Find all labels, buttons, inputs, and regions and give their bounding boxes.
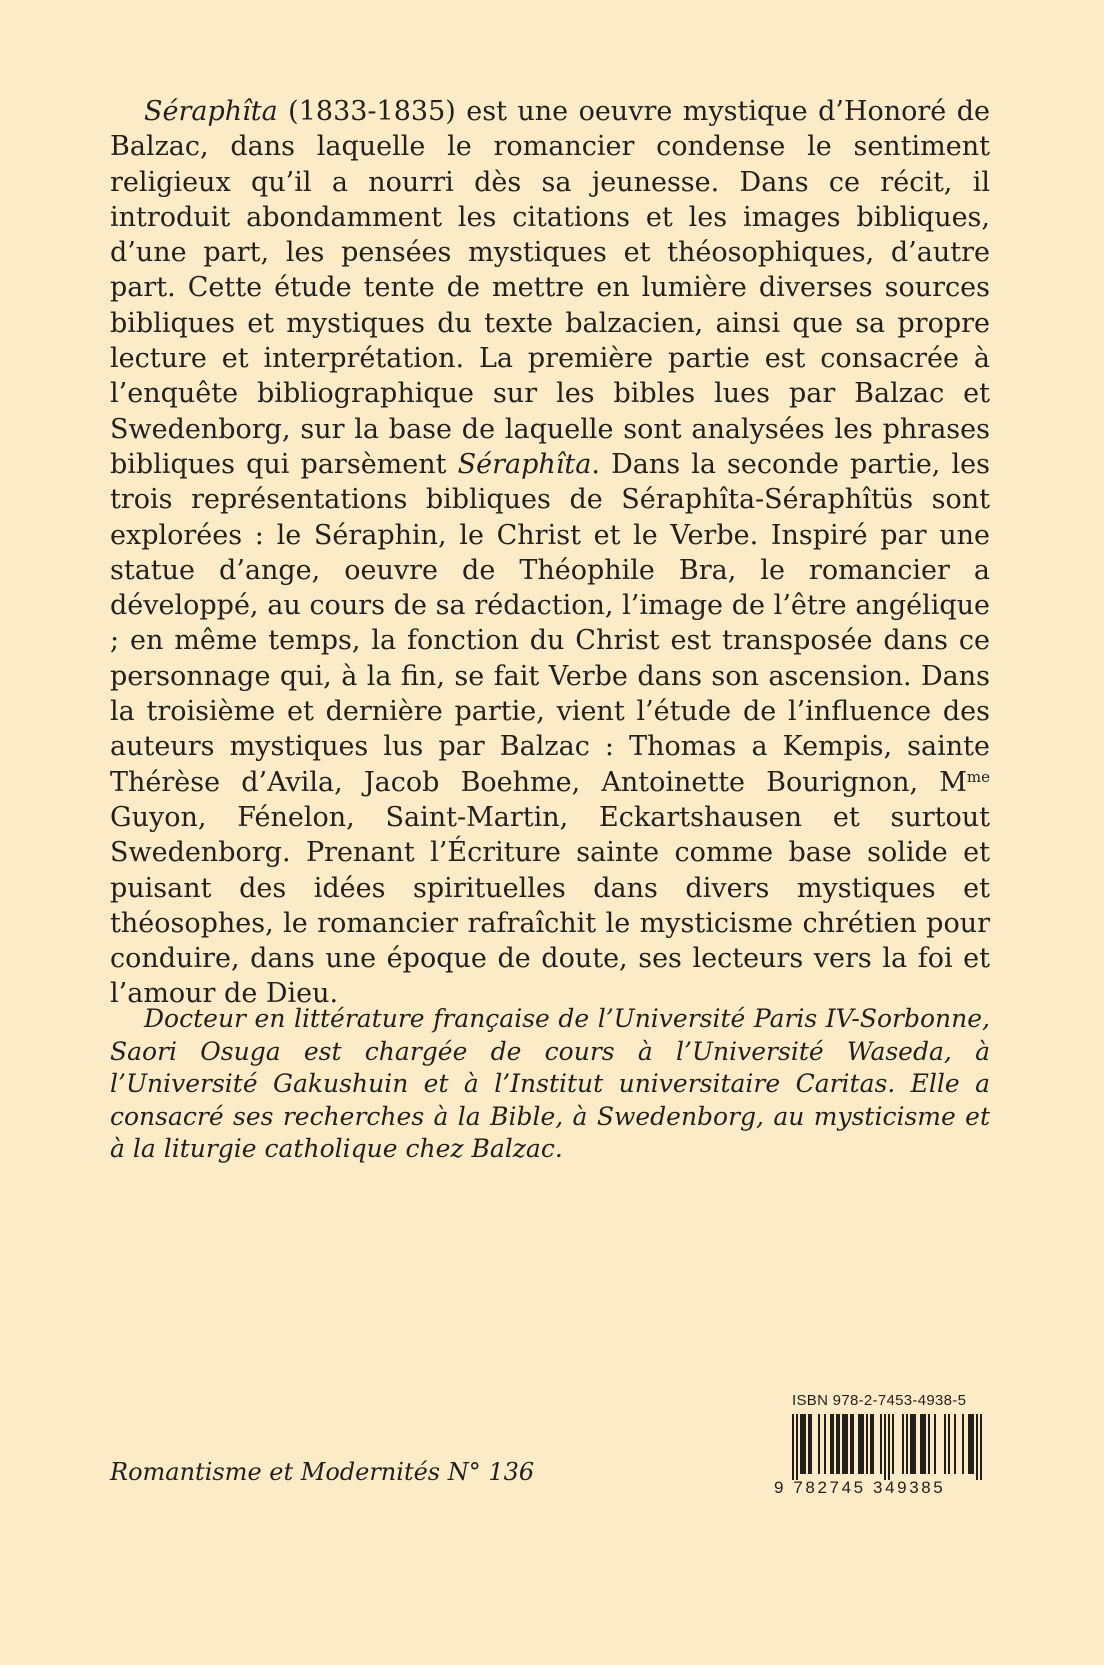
barcode-bar <box>866 1414 868 1474</box>
barcode-bar <box>910 1414 912 1474</box>
barcode-bar <box>962 1414 964 1474</box>
barcode-bar <box>914 1414 916 1474</box>
barcode-bar <box>842 1414 844 1474</box>
barcode-bar <box>888 1414 890 1480</box>
barcode-bar <box>912 1414 914 1474</box>
barcode-bar <box>846 1414 848 1474</box>
barcode-bar <box>808 1414 810 1474</box>
barcode-bar <box>976 1414 978 1480</box>
barcode-bar <box>892 1414 894 1474</box>
barcode-bar <box>796 1414 798 1480</box>
barcode-bar <box>928 1414 930 1474</box>
barcode-bar <box>824 1414 826 1474</box>
barcode-bar <box>862 1414 864 1474</box>
author-bio: Docteur en littérature française de l’Université Paris IV-Sorbonne, Saori Osuga est chargée de cours à l’Université Waseda, à l’Université Gakushuin et à l’Institut universitaire Caritas. Elle a consacré ses recherches à la Bible, à Swedenborg, au mysticisme et à la liturgie catholique chez Balzac. <box>110 1004 990 1163</box>
summary-text-2: . Dans la seconde partie, les trois représentations bibliques de Séraphîta-Séraphîtüs sont explorées : le Séraphin, le Christ et le Verbe. Inspiré par une statue d’ange, oeuvre de Théophile Bra, le romancier a développé, au cours de sa rédaction, l’image de l’être angélique ; en même temps, la fonction du Christ est transposée dans ce personnage qui, à la fin, se fait Verbe dans son ascension. Dans la troisième et dernière partie, vient l’étude de l’influence des auteurs mystiques lus par Balzac : Thomas a Kempis, sainte Thérèse d’Avila, Jacob Boehme, Antoinette Bourignon, M <box>110 448 990 798</box>
isbn-label: ISBN 978-2-7453-4938-5 <box>792 1392 967 1409</box>
barcode-bar <box>852 1414 854 1474</box>
barcode-bar <box>836 1414 838 1474</box>
summary-text-1: (1833-1835) est une oeuvre mystique d’Honoré de Balzac, dans laquelle le romancier condense le sentiment religieux qu’il a nourri dès sa jeunesse. Dans ce récit, il introduit abondamment les citations et les images bibliques, d’une part, les pensées mystiques et théosophiques, d’autre part. Cette étude tente de mettre en lumière diverses sources bibliques et mystiques du texte balzacien, ainsi que sa propre lecture et interprétation. La première partie est consacrée à l’enquête bibliographique sur les bibles lues par Balzac et Swedenborg, sur la base de laquelle sont analysées les phrases bibliques qui parsèment <box>110 96 990 480</box>
book-title-2: Séraphîta <box>457 448 592 480</box>
barcode-digits: 9 782745 349385 <box>774 1478 946 1497</box>
madame-superscript: me <box>966 767 990 786</box>
isbn-barcode-block <box>774 1392 990 1502</box>
barcode-bar <box>920 1414 922 1474</box>
barcode-bar <box>954 1414 956 1474</box>
barcode-bar <box>934 1414 936 1474</box>
book-title: Séraphîta <box>144 96 278 127</box>
summary-text-3: Guyon, Fénelon, Saint-Martin, Eckartshausen et surtout Swedenborg. Prenant l’Écriture sainte comme base solide et puisant des idées spirituelles dans divers mystiques et théosophes, le romancier rafraîchit le mysticisme chrétien pour conduire, dans une époque de doute, ses lecteurs vers la foi et l’amour de Dieu. <box>110 801 990 1010</box>
barcode-bar <box>800 1414 802 1474</box>
barcode-bar <box>838 1414 840 1474</box>
barcode-bar <box>792 1414 794 1480</box>
barcode-bar <box>832 1414 834 1474</box>
barcode-bar <box>922 1414 924 1474</box>
barcode-bar <box>944 1414 946 1474</box>
barcode-bar <box>970 1414 972 1474</box>
barcode-bar <box>802 1414 804 1474</box>
barcode-bar <box>804 1414 806 1474</box>
barcode-bar <box>850 1414 852 1474</box>
barcode-bar <box>872 1414 874 1474</box>
barcode-bar <box>870 1414 872 1474</box>
barcode-bar <box>972 1414 974 1474</box>
barcode-bar <box>968 1414 970 1474</box>
barcode-bar <box>948 1414 950 1474</box>
series-label: Romantisme et Modernités N° 136 <box>110 1458 535 1486</box>
barcode-bar <box>830 1414 832 1474</box>
barcode-bar <box>810 1414 812 1474</box>
barcode-bar <box>860 1414 862 1474</box>
barcode-image <box>774 1414 990 1480</box>
barcode-bar <box>844 1414 846 1474</box>
summary-paragraph <box>110 94 990 1012</box>
barcode-bar <box>906 1414 908 1474</box>
barcode-bar <box>884 1414 886 1480</box>
barcode-bar <box>880 1414 882 1474</box>
barcode-bar <box>924 1414 926 1474</box>
barcode-bar <box>902 1414 904 1474</box>
barcode-bar <box>980 1414 982 1480</box>
barcode-bar <box>858 1414 860 1474</box>
barcode-bar <box>818 1414 820 1474</box>
